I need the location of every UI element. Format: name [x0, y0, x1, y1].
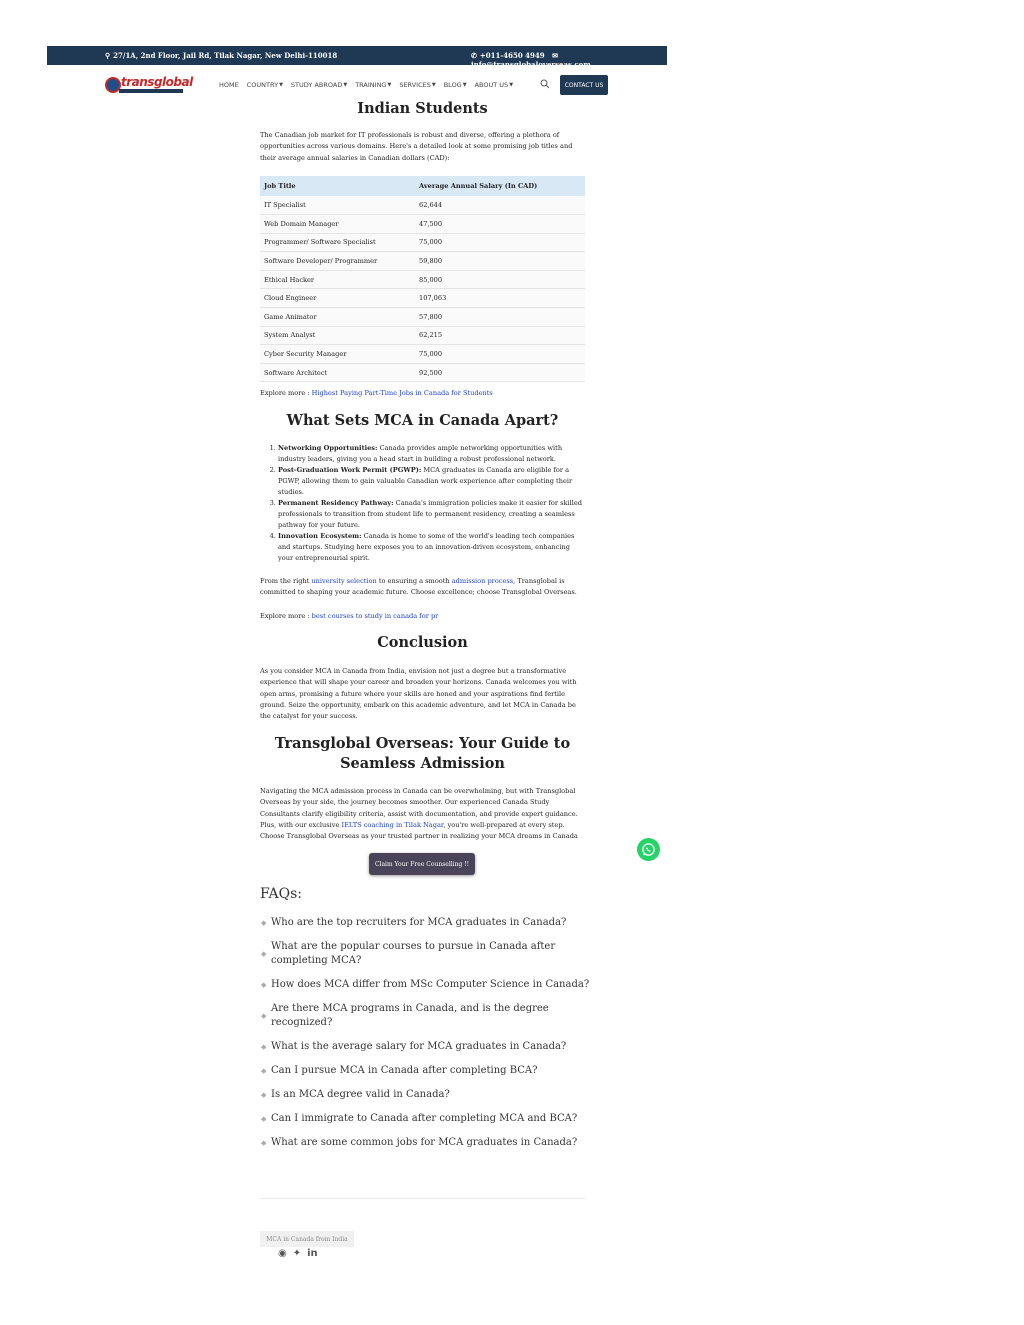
table-row — [260, 308, 585, 327]
best-courses-link[interactable]: best courses to study in canada for pr — [311, 612, 439, 620]
salary-cell: 107,063 — [415, 289, 585, 308]
share-icons — [278, 1248, 324, 1259]
logo-text: transglobal — [121, 75, 193, 89]
bullet-icon: ◆ — [261, 1139, 267, 1147]
free-counselling-button[interactable]: Claim Your Free Counselling !! — [369, 853, 475, 875]
nav-label: ABOUT US — [474, 81, 509, 89]
admission-process-link[interactable]: admission process — [451, 577, 514, 585]
item-text: MCA graduates in Canada are eligible for a PGWP, allowing them to gain valuable Canadian work experience after completing their studies. — [278, 466, 573, 496]
table-row — [260, 252, 585, 271]
list-item — [278, 465, 585, 498]
table-row — [260, 345, 585, 364]
nav-about-us[interactable] — [475, 81, 513, 89]
bullet-icon: ◆ — [261, 1091, 267, 1099]
caret-down-icon: ▼ — [279, 82, 283, 88]
explore-more-text — [260, 611, 585, 622]
transglobal-commit-block — [260, 576, 585, 599]
salary-cell: 75,000 — [415, 233, 585, 252]
ielts-coaching-link[interactable]: IELTS coaching in Tilak Nagar — [341, 820, 444, 829]
explore-more-1 — [260, 388, 585, 399]
salary-cell: 62,215 — [415, 326, 585, 345]
faq-question: How does MCA differ from MSc Computer Science in Canada? — [271, 979, 590, 990]
guide-block — [260, 786, 585, 842]
para-text: to ensuring a smooth — [376, 577, 452, 585]
bullet-icon: ◆ — [261, 1043, 267, 1051]
job-title-cell: Ethical Hacker — [260, 270, 415, 289]
explore-prefix: Explore more : — [260, 612, 312, 620]
faq-question: What is the average salary for MCA graduates in Canada? — [271, 1041, 567, 1052]
salary-table — [260, 176, 585, 382]
whatsapp-icon — [641, 842, 656, 857]
address-text: 27/1A, 2nd Floor, Jail Rd, Tilak Nagar, New Delhi-110018 — [113, 51, 338, 60]
table-row — [260, 326, 585, 345]
guide-text-part: Navigating the MCA admission process in Canada can be overwhelming, but with Transglobal Overseas by your side, the journey becomes smoother. Our experienced Canada Study Consultants clarify eligibility criteria, assist with documentation, and provide expert guidance. Plus, with our exclusive — [260, 787, 578, 829]
faq-question: Are there MCA programs in Canada, and is the degree recognized? — [271, 1003, 549, 1028]
email-icon: ✉ — [552, 51, 558, 60]
faq-question: Is an MCA degree valid in Canada? — [271, 1089, 450, 1100]
faq-item[interactable] — [261, 1064, 591, 1078]
job-title-cell: System Analyst — [260, 326, 415, 345]
explore-more-text — [260, 388, 585, 399]
address — [105, 51, 337, 60]
guide-text-part: , you're well-prepared at every step. Choose Transglobal Overseas as your trusted partner in realizing your MCA dreams in Canada — [260, 820, 578, 841]
main-navbar — [47, 65, 667, 105]
table-row — [260, 233, 585, 252]
bullet-icon: ◆ — [261, 1067, 267, 1075]
conclusion-block — [260, 666, 585, 722]
item-text: Canada provides ample networking opportunities with industry leaders, giving you a head start in building a robust professional network. — [278, 444, 563, 463]
jobs-heading: Indian Students — [357, 101, 488, 117]
table-row — [260, 363, 585, 382]
nav-label: STUDY ABROAD — [290, 81, 343, 89]
top-contact-bar — [47, 46, 667, 65]
faq-item[interactable] — [261, 1002, 591, 1030]
linkedin-icon[interactable]: in — [307, 1248, 318, 1259]
item-text: Canada is home to some of the world's leading tech companies and startups. Studying here exposes you to an innovation-driven ecosystem, enhancing your entrepreneurial spirit. — [278, 532, 575, 562]
faq-item[interactable] — [261, 978, 591, 992]
table-header-row — [260, 176, 585, 196]
conclusion-heading: Conclusion — [377, 634, 468, 651]
item-text: Canada's immigration policies make it easier for skilled professionals to transition from student life to permanent residency, creating a seamless pathway for your future. — [278, 499, 582, 529]
explore-prefix: Explore more : — [260, 389, 312, 397]
faq-item[interactable] — [261, 1136, 591, 1150]
item-title: Networking Opportunities: — [278, 444, 378, 452]
nav-country[interactable] — [247, 81, 283, 89]
search-icon[interactable] — [540, 79, 550, 89]
job-title-cell: IT Specialist — [260, 196, 415, 215]
list-item — [278, 531, 585, 564]
bullet-icon: ◆ — [261, 981, 267, 989]
item-title: Permanent Residency Pathway: — [278, 499, 394, 507]
faq-item[interactable] — [261, 940, 591, 968]
table-row — [260, 196, 585, 215]
logo-tagline-bar — [119, 89, 183, 93]
university-selection-link[interactable]: university selection — [311, 577, 377, 585]
jobs-heading-clip — [260, 101, 585, 117]
job-title-cell: Web Domain Manager — [260, 215, 415, 234]
nav-home[interactable] — [219, 81, 239, 89]
nav-blog[interactable] — [444, 81, 467, 89]
conclusion-text: As you consider MCA in Canada from India, envision not just a degree but a transformative experience that will shape your career and broaden your horizons. Canada welcomes you with open arms, promising a future where your skills are honed and your aspirations find fertile ground. Seize the opportunity, embark on this academic adventure, and let MCA in Canada be the catalyst for your success. — [260, 667, 577, 721]
commit-paragraph — [260, 576, 585, 599]
map-pin-icon: ⚲ — [105, 51, 111, 60]
caret-down-icon: ▼ — [509, 82, 514, 88]
facebook-icon[interactable]: ◉ — [278, 1248, 287, 1259]
table-row — [260, 270, 585, 289]
nav-label: HOME — [219, 81, 239, 89]
guide-text — [260, 786, 585, 842]
table-row — [260, 289, 585, 308]
salary-cell: 75,000 — [415, 345, 585, 364]
job-title-cell: Cyber Security Manager — [260, 345, 415, 364]
salary-cell: 62,644 — [415, 196, 585, 215]
table-header: Job Title — [260, 176, 415, 196]
table-header: Average Annual Salary (In CAD) — [415, 176, 585, 196]
part-time-jobs-link[interactable]: Highest Paying Part-Time Jobs in Canada for Students — [311, 389, 493, 397]
salary-cell: 92,500 — [415, 363, 585, 382]
caret-down-icon: ▼ — [431, 82, 436, 88]
nav-study-abroad[interactable] — [291, 81, 347, 89]
job-title-cell: Game Animator — [260, 308, 415, 327]
nav-services[interactable] — [399, 81, 435, 89]
jobs-intro-block — [260, 130, 585, 164]
faq-item[interactable] — [261, 1112, 591, 1126]
item-title: Post-Graduation Work Permit (PGWP): — [278, 466, 422, 474]
contact-us-button[interactable]: CONTACT US — [560, 75, 608, 95]
faq-question: What are some common jobs for MCA graduates in Canada? — [271, 1137, 578, 1148]
nav-label: COUNTRY — [246, 81, 279, 89]
salary-cell: 59,800 — [415, 252, 585, 271]
para-text: From the right — [260, 577, 312, 585]
conclusion-section — [260, 633, 585, 653]
list-item — [278, 443, 585, 465]
faq-question: Who are the top recruiters for MCA graduates in Canada? — [271, 917, 567, 928]
faq-question: Can I pursue MCA in Canada after completing BCA? — [271, 1065, 538, 1076]
list-item — [278, 498, 585, 531]
salary-cell: 85,000 — [415, 270, 585, 289]
apart-list — [260, 443, 585, 564]
item-title: Innovation Ecosystem: — [278, 532, 362, 540]
apart-list-block — [260, 443, 585, 564]
apart-section — [260, 411, 585, 431]
nav-label: BLOG — [443, 81, 462, 89]
job-title-cell: Software Developer/ Programmer — [260, 252, 415, 271]
nav-label: TRAINING — [355, 81, 387, 89]
nav-label: SERVICES — [399, 81, 431, 89]
guide-section — [260, 734, 585, 774]
job-title-cell: Software Architect — [260, 363, 415, 382]
salary-cell: 57,800 — [415, 308, 585, 327]
para-text: , Transglobal is committed to shaping your academic future. Choose excellence; choose Transglobal Overseas. — [260, 577, 577, 597]
bullet-icon: ◆ — [261, 1012, 267, 1020]
site-logo[interactable] — [105, 75, 193, 97]
faq-question: What are the popular courses to pursue in Canada after completing MCA? — [271, 941, 556, 966]
bullet-icon: ◆ — [261, 1115, 267, 1123]
faq-question: Can I immigrate to Canada after completing MCA and BCA? — [271, 1113, 578, 1124]
faq-item[interactable] — [261, 916, 591, 930]
caret-down-icon: ▼ — [462, 82, 467, 88]
divider — [260, 1198, 585, 1199]
explore-more-2 — [260, 611, 585, 622]
guide-heading-line2: Seamless Admission — [340, 755, 505, 772]
twitter-icon[interactable]: ✦ — [292, 1248, 302, 1259]
faq-item[interactable] — [261, 1088, 591, 1102]
phone-link[interactable]: +011-4650 4949 — [479, 51, 545, 60]
faq-title: FAQs: — [260, 886, 302, 902]
caret-down-icon: ▼ — [343, 82, 348, 88]
whatsapp-chat-button[interactable] — [637, 838, 660, 861]
phone-icon: ✆ — [471, 51, 477, 60]
faq-item[interactable] — [261, 1040, 591, 1054]
post-tag[interactable]: MCA in Canada from India — [260, 1231, 354, 1247]
job-title-cell: Programmer/ Software Specialist — [260, 233, 415, 252]
guide-heading-line1: Transglobal Overseas: Your Guide to — [274, 735, 571, 752]
nav-training[interactable] — [355, 81, 391, 89]
table-row — [260, 215, 585, 234]
job-title-cell: Cloud Engineer — [260, 289, 415, 308]
bullet-icon: ◆ — [261, 919, 267, 927]
bullet-icon: ◆ — [261, 950, 267, 958]
caret-down-icon: ▼ — [387, 82, 392, 88]
nav-menu — [219, 81, 521, 89]
apart-heading: What Sets MCA in Canada Apart? — [286, 412, 559, 429]
jobs-intro: The Canadian job market for IT professionals is robust and diverse, offering a plethora of opportunities across various domains. Here's a detailed look at some promising job titles and their average annual salaries in Canadian dollars (CAD): — [260, 131, 573, 162]
salary-cell: 47,500 — [415, 215, 585, 234]
